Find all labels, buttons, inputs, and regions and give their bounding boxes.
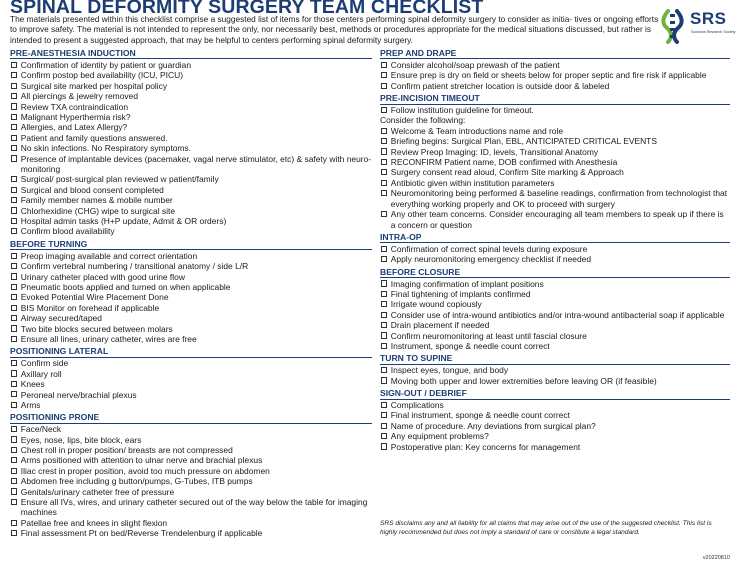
checklist-item-label: Family member names & mobile number (20, 195, 173, 206)
checkbox[interactable] (11, 305, 17, 311)
checklist-item[interactable] (380, 289, 730, 299)
checkbox[interactable] (11, 488, 17, 494)
checkbox[interactable] (11, 360, 17, 366)
checklist-item[interactable] (380, 209, 730, 230)
checklist-item[interactable] (10, 226, 372, 236)
section-sign-out-debrief (380, 388, 730, 452)
checklist-item[interactable] (380, 279, 730, 289)
checklist-item-label: Two bite blocks secured between molars (20, 323, 173, 334)
checkbox[interactable] (11, 263, 17, 269)
checklist-item[interactable] (380, 136, 730, 146)
checkbox[interactable] (381, 246, 387, 252)
checkbox[interactable] (11, 457, 17, 463)
checkbox[interactable] (11, 294, 17, 300)
checkbox[interactable] (381, 322, 387, 328)
checklist-item-label: Airway secured/taped (20, 313, 102, 324)
checklist-item-label: Genitals/urinary catheter free of pressure (20, 486, 175, 497)
checklist-item-label: Confirmation of correct spinal levels during exposure (390, 243, 588, 254)
checklist-item[interactable] (10, 313, 372, 323)
checklist-item[interactable] (380, 167, 730, 177)
checkbox[interactable] (381, 423, 387, 429)
checklist-item-label: Allergies, and Latex Allergy? (20, 122, 128, 133)
checklist-item[interactable] (10, 487, 372, 497)
checklist-item[interactable] (10, 476, 372, 486)
checklist-item-label: Arms positioned with attention to ulnar nerve and brachial plexus (20, 455, 263, 466)
checklist-item-label: Confirm postop bed availability (ICU, PICU) (20, 70, 184, 81)
checkbox[interactable] (381, 412, 387, 418)
checklist-item[interactable] (10, 518, 372, 528)
checklist-item[interactable] (380, 341, 730, 351)
checklist-item[interactable] (10, 390, 372, 400)
checkbox[interactable] (11, 187, 17, 193)
checklist-item[interactable] (380, 299, 730, 309)
checkbox[interactable] (11, 520, 17, 526)
section-note: Consider the following: (380, 115, 466, 126)
checklist-item[interactable] (10, 91, 372, 101)
checklist-item[interactable] (10, 400, 372, 410)
checklist-item[interactable] (380, 410, 730, 420)
checkbox[interactable] (11, 499, 17, 505)
checklist-item-label: Briefing begins: Surgical Plan, EBL, ANTICIPATED CRITICAL EVENTS (390, 136, 657, 147)
checkbox[interactable] (11, 197, 17, 203)
checklist-item-label: All piercings & jewelry removed (20, 91, 139, 102)
checkbox[interactable] (11, 124, 17, 130)
checklist-item-label: Inspect eyes, tongue, and body (390, 365, 509, 376)
section-intra-op (380, 232, 730, 265)
checklist-item[interactable] (10, 195, 372, 205)
checklist-item[interactable] (10, 251, 372, 261)
checkbox[interactable] (11, 207, 17, 213)
checkbox[interactable] (11, 381, 17, 387)
checklist-item-label: Chlorhexidine (CHG) wipe to surgical site (20, 205, 176, 216)
checkbox[interactable] (381, 128, 387, 134)
checklist-item-label: Review TXA contraindication (20, 101, 129, 112)
checklist-item-label: Knees (20, 379, 45, 390)
section-title: TURN TO SUPINE (380, 353, 730, 364)
checkbox[interactable] (11, 391, 17, 397)
checklist-item[interactable] (10, 369, 372, 379)
checklist-item-label: Name of procedure. Any deviations from surgical plan? (390, 420, 596, 431)
checklist-item[interactable] (10, 70, 372, 80)
checklist-item[interactable] (380, 400, 730, 410)
checkbox[interactable] (11, 72, 17, 78)
checklist-item-label: RECONFIRM Patient name, DOB confirmed with Anesthesia (390, 157, 618, 168)
checkbox[interactable] (11, 336, 17, 342)
section-title: BEFORE TURNING (10, 239, 372, 250)
checklist-item[interactable] (380, 244, 730, 254)
section-title: PRE-ANESTHESIA INDUCTION (10, 48, 372, 59)
checklist-item[interactable] (380, 105, 730, 115)
checklist-item-label: Follow institution guideline for timeout. (390, 105, 534, 116)
checklist-item[interactable] (10, 133, 372, 143)
section-turn-to-supine (380, 353, 730, 386)
checklist-item[interactable] (10, 102, 372, 112)
checkbox[interactable] (11, 284, 17, 290)
checklist-item-label: Iliac crest in proper position, avoid too much pressure on abdomen (20, 465, 270, 476)
checkbox[interactable] (11, 426, 17, 432)
checkbox[interactable] (381, 138, 387, 144)
checklist-item-label: Surgical and blood consent completed (20, 184, 164, 195)
checklist-item-label: Hospital admin tasks (H+P update, Admit & OR orders) (20, 216, 227, 226)
checkbox[interactable] (11, 436, 17, 442)
checklist-item-label: Instrument, sponge & needle count correct (390, 340, 550, 351)
checklist-item-label: Imaging confirmation of implant positions (390, 278, 544, 289)
section-before-turning (10, 239, 372, 345)
checkbox[interactable] (11, 103, 17, 109)
checklist-item-label: Confirm vertebral numbering / transitional anatomy / side L/R (20, 261, 249, 272)
checklist-item-label: Final instrument, sponge & needle count correct (390, 410, 570, 421)
checklist-item-label: Drain placement if needed (390, 320, 490, 331)
checkbox[interactable] (11, 218, 17, 224)
section-title: POSITIONING LATERAL (10, 346, 372, 357)
checkbox[interactable] (11, 530, 17, 536)
checklist-item[interactable] (380, 126, 730, 136)
checkbox[interactable] (381, 180, 387, 186)
checkbox[interactable] (381, 159, 387, 165)
logo-subtitle: Scoliosis Research Society (691, 30, 736, 34)
checklist-item-label: Chest roll in proper position/ breasts are not compressed (20, 445, 233, 456)
checklist-item-label: Confirm patient stretcher location is outside door & labeled (390, 80, 610, 91)
checklist-item[interactable] (10, 497, 372, 518)
checklist-item-label: Postoperative plan: Key concerns for management (390, 441, 581, 452)
page-title: SPINAL DEFORMITY SURGERY TEAM CHECKLIST (10, 0, 484, 18)
checklist-item[interactable] (10, 424, 372, 434)
checklist-item-label: Review Preop Imaging: ID, levels, Transitional Anatomy (390, 146, 599, 157)
checkbox[interactable] (381, 280, 387, 286)
checklist-item[interactable] (380, 421, 730, 431)
checklist-item[interactable] (380, 431, 730, 441)
checklist-item-label: Eyes, nose, lips, bite block, ears (20, 434, 142, 445)
right-column (380, 48, 730, 454)
checklist-item-label: Confirm side (20, 358, 69, 369)
checklist-item-label: Consider use of intra-wound antibiotics and/or intra-wound antibacterial soap if applicable (390, 309, 725, 320)
checklist-item-label: Ensure all lines, urinary catheter, wires are free (20, 333, 197, 344)
checkbox[interactable] (381, 169, 387, 175)
section-positioning-prone (10, 412, 372, 538)
checklist-item-label: Surgical site marked per hospital policy (20, 80, 168, 91)
checklist-item[interactable] (10, 216, 372, 226)
checkbox[interactable] (381, 107, 387, 113)
checkbox[interactable] (11, 478, 17, 484)
checklist-item[interactable] (10, 81, 372, 91)
checklist-item[interactable] (10, 455, 372, 465)
section-positioning-lateral (10, 346, 372, 410)
section-pre-incision-timeout (380, 93, 730, 230)
checkbox[interactable] (11, 176, 17, 182)
checklist-item-label: Patient and family questions answered. (20, 132, 168, 143)
checklist-item[interactable] (10, 528, 372, 538)
srs-logo (660, 6, 736, 46)
checkbox[interactable] (11, 315, 17, 321)
checklist-item[interactable] (380, 147, 730, 157)
checkbox[interactable] (381, 433, 387, 439)
section-prep-and-drape (380, 48, 730, 91)
checklist-item-label: Neuromonitoring being performed & baseline readings, confirmation from technologist that everything working properly and OK to proceed with surgery (390, 188, 728, 209)
checklist-item[interactable] (10, 303, 372, 313)
checklist-item[interactable] (380, 81, 730, 91)
checklist-item[interactable] (10, 358, 372, 368)
checklist-item-label: Final assessment Pt on bed/Reverse Trendelenburg if applicable (20, 528, 263, 539)
checkbox[interactable] (11, 370, 17, 376)
checkbox[interactable] (11, 325, 17, 331)
disclaimer: SRS disclaims any and all liability for all claims that may arise out of the use of the suggested checklist. This list is highly recommended but does not imply a standard of care or constitute a legal standard. (380, 520, 712, 536)
checkbox[interactable] (381, 332, 387, 338)
section-title: PRE-INCISION TIMEOUT (380, 93, 730, 104)
checkbox[interactable] (11, 62, 17, 68)
checklist-item-label: Any equipment problems? (390, 431, 489, 442)
checklist-item-label: Face/Neck (20, 424, 62, 435)
checklist-item-label: Any other team concerns. Consider encouraging all team members to speak up if there is a concern or question (390, 209, 724, 230)
checklist-item[interactable] (10, 292, 372, 302)
checkbox[interactable] (381, 343, 387, 349)
checkbox[interactable] (11, 155, 17, 161)
checklist-item-label: Ensure all IVs, wires, and urinary catheter secured out of the way below the table for imaging machines (20, 497, 368, 518)
checklist-item[interactable] (380, 157, 730, 167)
section-before-closure (380, 267, 730, 352)
checkbox[interactable] (381, 402, 387, 408)
checklist-item-label: Axillary roll (20, 368, 62, 379)
checkbox[interactable] (381, 83, 387, 89)
checklist-item-label: BIS Monitor on forehead if applicable (20, 302, 160, 313)
checklist-item-label: Preop imaging available and correct orientation (20, 250, 198, 261)
version-label: v20220810 (702, 555, 730, 561)
checklist-item-label: Presence of implantable devices (pacemaker, vagal nerve stimulator, etc) & safety with neuro-monitoring (20, 153, 372, 174)
checklist-item-label: Complications (390, 400, 444, 410)
checklist-item-label: No skin infections. No Respiratory symptoms. (20, 143, 191, 154)
checklist-item[interactable] (10, 272, 372, 282)
checkbox[interactable] (381, 62, 387, 68)
checklist-item[interactable] (380, 310, 730, 320)
checklist-item[interactable] (380, 70, 730, 80)
checkbox[interactable] (381, 301, 387, 307)
checklist-item[interactable] (10, 334, 372, 344)
checklist-item[interactable] (10, 445, 372, 455)
checklist-item-label: Pneumatic boots applied and turned on when applicable (20, 281, 231, 292)
checkbox[interactable] (11, 135, 17, 141)
checklist-item[interactable] (380, 188, 730, 209)
checklist-item[interactable] (10, 122, 372, 132)
checklist-item-label: Final tightening of implants confirmed (390, 288, 531, 299)
section-title: INTRA-OP (380, 232, 730, 243)
checklist-item[interactable] (380, 60, 730, 70)
checklist-item-label: Confirm neuromonitoring at least until fascial closure (390, 330, 587, 341)
checklist-item-label: Malignant Hyperthermia risk? (20, 111, 131, 122)
checkbox[interactable] (381, 291, 387, 297)
section-pre-anesthesia-induction (10, 48, 372, 237)
checklist-item[interactable] (10, 185, 372, 195)
checklist-item-label: Evoked Potential Wire Placement Done (20, 292, 169, 303)
checklist-item[interactable] (10, 60, 372, 70)
checklist-item-label: Welcome & Team introductions name and role (390, 125, 564, 136)
checkbox[interactable] (11, 93, 17, 99)
checklist-item[interactable] (380, 376, 730, 386)
checkbox[interactable] (381, 72, 387, 78)
checklist-item-label: Surgical/ post-surgical plan reviewed w patient/family (20, 174, 219, 185)
checklist-item[interactable] (10, 261, 372, 271)
checkbox[interactable] (381, 148, 387, 154)
checkbox[interactable] (11, 447, 17, 453)
checklist-item-label: Peroneal nerve/brachial plexus (20, 389, 137, 400)
checklist-item[interactable] (10, 379, 372, 389)
checkbox[interactable] (11, 114, 17, 120)
checkbox[interactable] (381, 190, 387, 196)
left-column (10, 48, 372, 541)
checkbox[interactable] (381, 377, 387, 383)
checklist-item[interactable] (380, 331, 730, 341)
spine-logo-icon (660, 8, 688, 44)
checklist-item[interactable] (10, 282, 372, 292)
checkbox[interactable] (381, 256, 387, 262)
logo-text: SRS (690, 9, 727, 28)
checkbox[interactable] (11, 468, 17, 474)
section-title: SIGN-OUT / DEBRIEF (380, 388, 730, 399)
checklist-item-label: Abdomen free including g button/pumps, G-Tubes, ITB pumps (20, 476, 253, 487)
checklist-item[interactable] (380, 365, 730, 375)
checkbox[interactable] (11, 228, 17, 234)
checkbox[interactable] (11, 83, 17, 89)
checklist-item[interactable] (10, 466, 372, 476)
checklist-item[interactable] (10, 206, 372, 216)
checklist-item[interactable] (380, 178, 730, 188)
checklist-item-label: Arms (20, 399, 41, 410)
checklist-item[interactable] (380, 320, 730, 330)
checklist-item[interactable] (380, 254, 730, 264)
checkbox[interactable] (381, 367, 387, 373)
checkbox[interactable] (381, 211, 387, 217)
checkbox[interactable] (381, 443, 387, 449)
checklist-item-label: Confirm blood availability (20, 226, 115, 237)
checklist-item[interactable] (10, 324, 372, 334)
checklist-item-label: Irrigate wound copiously (390, 299, 482, 310)
checklist-item-label: Surgery consent read aloud, Confirm Site marking & Approach (390, 167, 624, 178)
checklist-item[interactable] (10, 435, 372, 445)
checkbox[interactable] (11, 402, 17, 408)
checkbox[interactable] (11, 145, 17, 151)
section-title: BEFORE CLOSURE (380, 267, 730, 278)
checklist-item-label: Urinary catheter placed with good urine flow (20, 271, 185, 282)
checklist-item[interactable] (10, 174, 372, 184)
checklist-item-label: Ensure prep is dry on field or sheets below for proper septic and fire risk if applicable (390, 70, 707, 81)
checkbox[interactable] (11, 253, 17, 259)
intro-text: The materials presented within this checklist comprise a suggested list of items for those centers performing spinal deformity surgery to consider as initia- tives or ongoing efforts to improve safety. The material is not intended to represent the only, nor necessarily best, methods or procedures appropriate for the medical situations discussed, but rather is intended to present a suggested approach, that may be helpful to centers performing spinal deformity surgery. (10, 14, 659, 45)
checklist-item-label: Confirmation of identity by patient or guardian (20, 59, 192, 70)
checkbox[interactable] (381, 312, 387, 318)
checklist-item[interactable] (10, 154, 372, 175)
checklist-item-label: Patellae free and knees in slight flexion (20, 517, 168, 528)
section-title: POSITIONING PRONE (10, 412, 372, 423)
section-title: PREP AND DRAPE (380, 48, 730, 59)
checkbox[interactable] (11, 273, 17, 279)
checklist-item[interactable] (380, 442, 730, 452)
checklist-item-label: Apply neuromonitoring emergency checklist if needed (390, 254, 592, 265)
checklist-item[interactable] (10, 112, 372, 122)
checklist-item[interactable] (10, 143, 372, 153)
checklist-item-label: Consider alcohol/soap prewash of the patient (390, 59, 560, 70)
checklist-item-label: Moving both upper and lower extremities before leaving OR (if feasible) (390, 375, 657, 386)
checklist-item-label: Antibiotic given within institution parameters (390, 177, 555, 188)
